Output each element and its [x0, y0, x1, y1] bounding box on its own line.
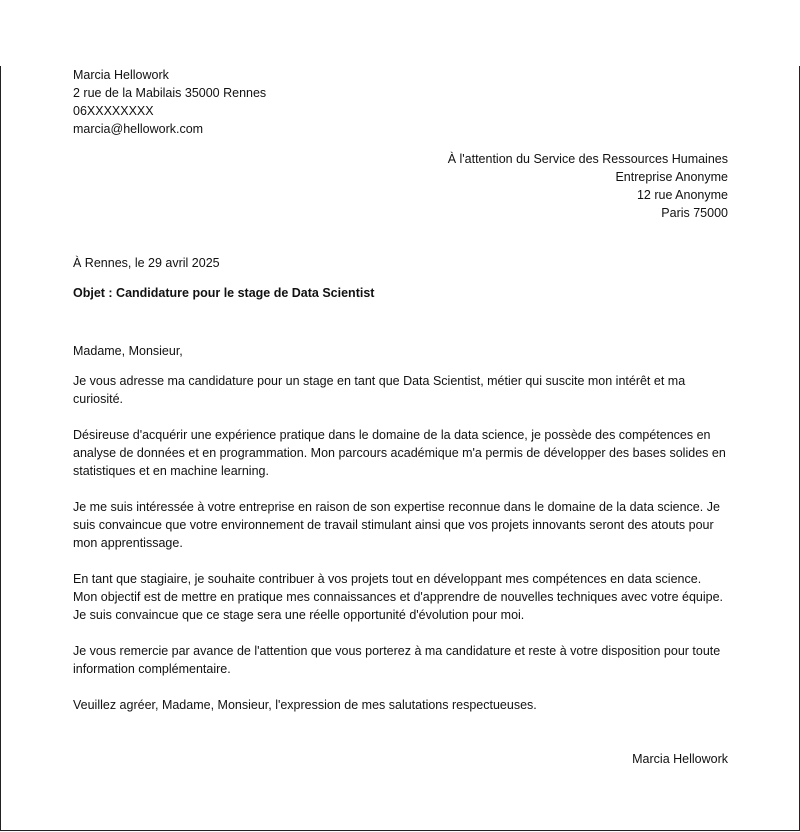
letter-paragraph: Désireuse d'acquérir une expérience pratique dans le domaine de la data science, je possède des compétences en analyse de données et en programmation. Mon parcours académique m'a permis de développer des bases solides en statistiques et en machine learning. [73, 428, 726, 478]
sender-name: Marcia Hellowork [73, 68, 169, 82]
recipient-city: Paris 75000 [661, 206, 728, 220]
recipient-block [73, 150, 728, 222]
letter-signature: Marcia Hellowork [632, 752, 728, 766]
letter-salutation: Madame, Monsieur, [73, 344, 183, 358]
sender-address: 2 rue de la Mabilais 35000 Rennes [73, 86, 267, 100]
sender-phone: 06XXXXXXXX [73, 104, 154, 118]
letter-paragraph: Je vous remercie par avance de l'attention que vous porterez à ma candidature et reste à votre disposition pour toute information complémentaire. [73, 644, 721, 676]
letter-paragraph: En tant que stagiaire, je souhaite contribuer à vos projets tout en développant mes compétences en data science. Mon objectif est de mettre en pratique mes connaissances et d'apprendre de nouvelles techniques avec votre équipe. Je suis convaincue que ce stage sera une réelle opportunité d'évolution pour moi. [73, 572, 724, 622]
recipient-attention: À l'attention du Service des Ressources Humaines [447, 152, 728, 166]
letter-subject: Objet : Candidature pour le stage de Data Scientist [73, 286, 375, 300]
letter-paragraph: Je vous adresse ma candidature pour un stage en tant que Data Scientist, métier qui suscite mon intérêt et ma curiosité. [73, 374, 686, 406]
letter-content [73, 66, 728, 768]
recipient-company: Entreprise Anonyme [615, 170, 728, 184]
sender-block [73, 66, 728, 138]
recipient-street: 12 rue Anonyme [636, 188, 728, 202]
top-bar [0, 0, 800, 66]
letter-page [0, 66, 800, 831]
sender-email: marcia@hellowork.com [73, 122, 204, 136]
letter-date: À Rennes, le 29 avril 2025 [73, 256, 220, 270]
letter-paragraph: Je me suis intéressée à votre entreprise en raison de son expertise reconnue dans le domaine de la data science. Je suis convaincue que votre environnement de travail stimulant ainsi que vos projets innovants seront des atouts pour mon apprentissage. [73, 500, 720, 550]
letter-closing: Veuillez agréer, Madame, Monsieur, l'expression de mes salutations respectueuses. [73, 698, 537, 712]
